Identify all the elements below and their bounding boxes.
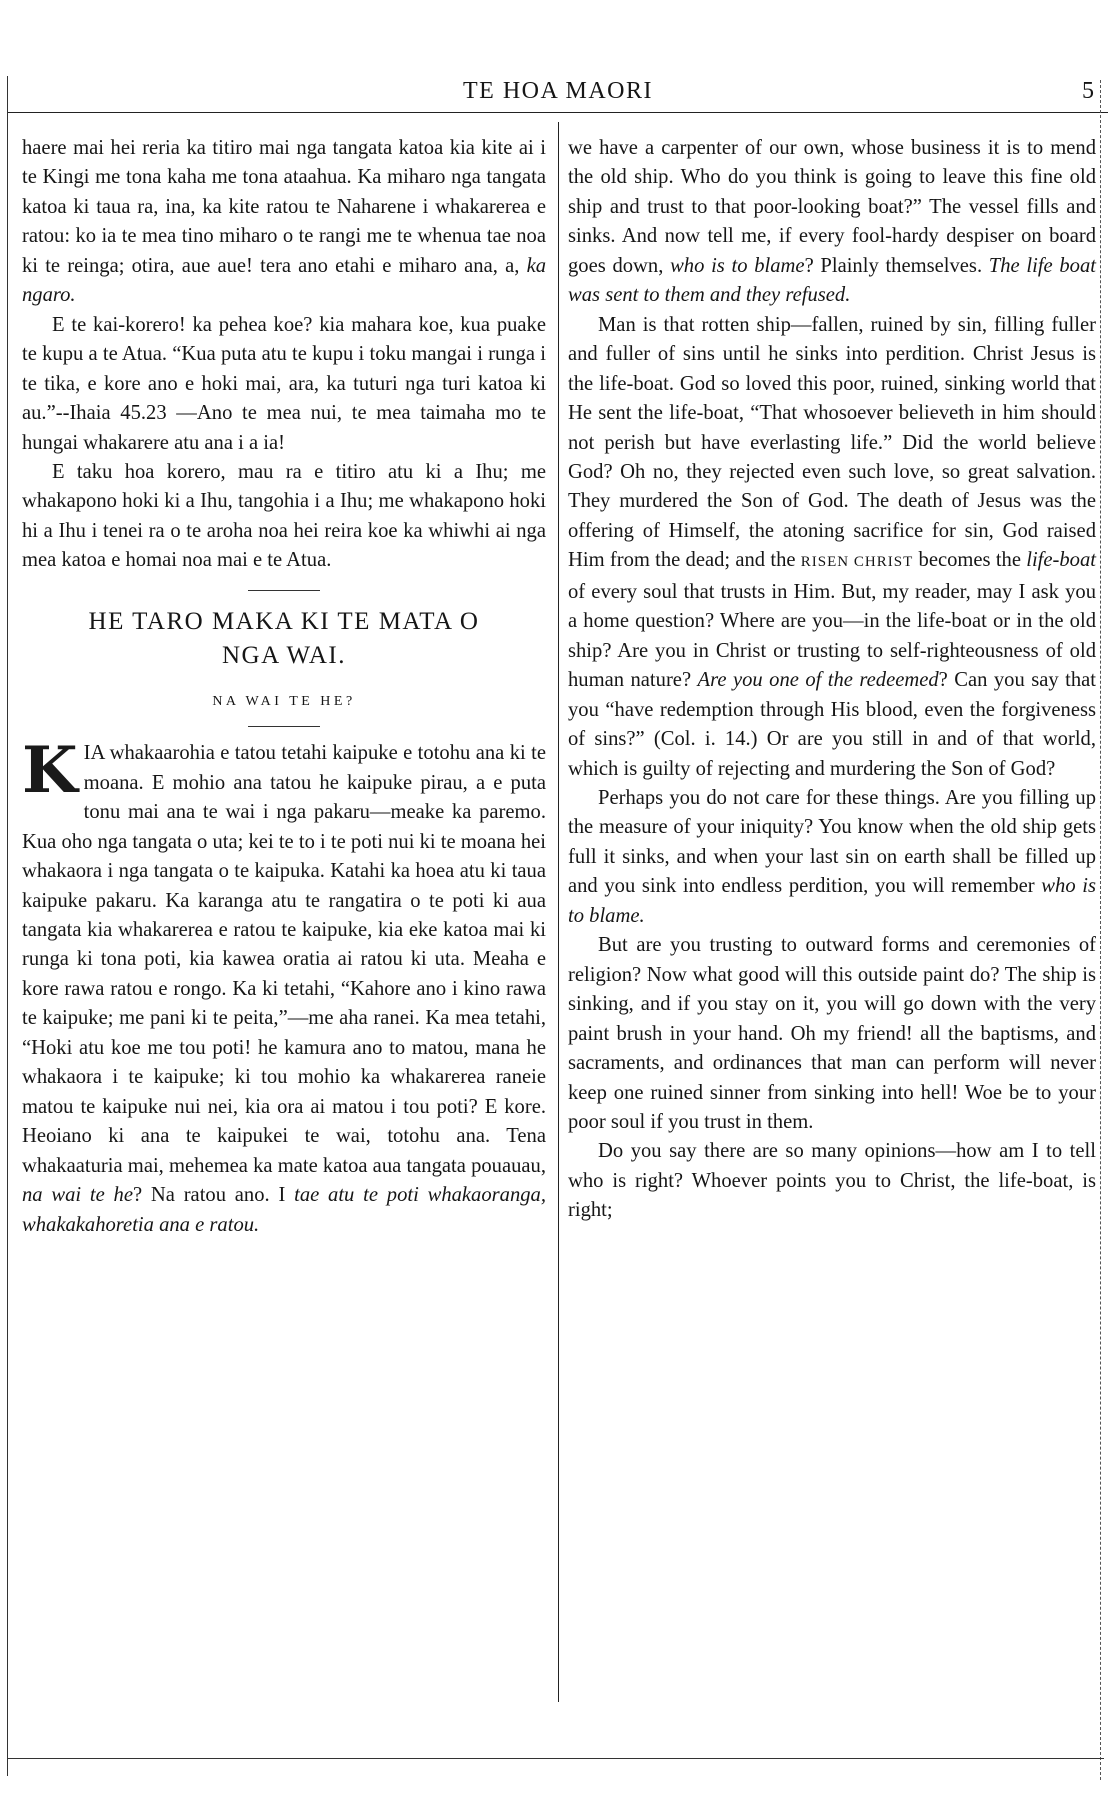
heading-line-1: HE TARO MAKA KI TE MATA O [88, 607, 480, 635]
left-p1-italic: ka ngaro. [22, 254, 546, 307]
left-p4-italic-1: na wai te he [22, 1184, 133, 1207]
page-header [8, 72, 1108, 116]
left-paragraph-4 [22, 733, 546, 1240]
left-p1-text: haere mai hei reria ka titiro mai nga tangata katoa kia kite ai i te Kingi me tona kaha me tona ataahua. Ka miharo nga tangata katoa ki taua ra, ina, ka kite ratou te Naharene i whakarerea e ratou: ko ia te mea tino miharo o te rangi me te whenua tae noa ki te reinga; otira, aue aue! tera ano etahi e miharo ana, a, [22, 137, 546, 277]
publication-title: TE HOA MAORI [463, 78, 653, 104]
right-p1-text-a: we have a carpenter of our own, whose business it is to mend the old ship. Who do you think is going to leave this fine old ship and trust to that poor-looking boat?” The vessel fills and sinks. And now tell me, if every fool-hardy despiser on board goes down, [568, 137, 1096, 277]
page-number: 5 [1082, 78, 1094, 104]
header-rule [8, 112, 1108, 113]
left-paragraph-1 [22, 134, 546, 311]
left-paragraph-2: E te kai-korero! ka pehea koe? kia mahara koe, kua puake te kupu a te Atua. “Kua puta atu te kupu i toku mangai i runga i te tika, e kore ano e hoki mai, ara, ka tuturi nga turi katoa ki au.”--Ihaia 45.23 —Ano te mea nui, te mea taimaha mo te hungai whakarere atu ana i a ia! [22, 313, 546, 454]
right-p2-italic-2: Are you one of the redeemed [697, 669, 939, 692]
right-paragraph-1 [568, 134, 1096, 311]
left-p4-italic-2: tae atu te poti whakaoranga, whakakahoretia ana e ratou. [22, 1184, 546, 1236]
right-p2-italic-1: life-boat [1026, 549, 1096, 572]
section-divider [248, 590, 320, 591]
left-border [7, 76, 8, 1776]
right-column [568, 134, 1096, 1226]
column-divider [558, 122, 559, 1702]
left-p4-text: IA whakaarohia e tatou tetahi kaipuke e totohu ana ki te moana. E mohio ana tatou he kaipuke pirau, a e puta tonu mai ana te wai i nga pakaru—meake ka paremo. Kua oho nga tangata o uta; kei te to i te poti nui ki te moana hei whakaora i nga tangata o te kaipuka. Katahi ka hoea atu ki taua kaipuke pakaru. Ka karanga atu te rangatira o te poti ki aua tangata kia whakarerea e ratou te kaipuke, kia eke katoa mai ki runga ki tona poti, kia kawea oratia ai ratou ki uta. Meaha e kore rawa ratou e rongo. Ka ki tetahi, “Kahore ano i kino rawa te kaipuke; me pani ki te peita,”—me aha ranei. Ka mea tetahi, “Hoki atu koe me tou poti! he kamura ano to matou, mana he whakaora i te kaipuke; ki tou mohio ka whakarerea raneie matou te kaipuke nui nei, kia ora ai matou i tou poti? E kore. Heoiano ki ana te kaipukei te wai, totohu ana. Tena whakaaturia mai, mehemea ka mate katoa aua tangata pouauau, [22, 742, 546, 1177]
drop-cap: K [22, 733, 78, 809]
left-paragraph-3: E taku hoa korero, mau ra e titiro atu ki a Ihu; me whakapono hoki ki a Ihu, tangohia i a Ihu; me whakapono hoki hi a Ihu i tenei ra o te aroha noa hei reira koe ka whiwhi ai nga mea katoa e homai noa mai e te Atua. [22, 460, 546, 572]
right-p1-italic-1: who is to blame [670, 254, 805, 277]
bottom-rule [8, 1758, 1104, 1759]
left-p4-mid: ? Na ratou ano. I [132, 1184, 295, 1207]
right-p2-text-d: ? Can you say that you “have redemption through His blood, even the forgiveness of sins?” (Col. i. 14.) Or are you still in and of that world, which is guilty of rejecting and murdering the Son of God? [568, 669, 1096, 780]
right-p2-text-a: Man is that rotten ship—fallen, ruined by sin, filling fuller and fuller of sins until he sinks into perdition. Christ Jesus is the life-boat. God so loved this poor, ruined, sinking world that He sent the life-boat, “That whosoever believeth in him should not perish but have everlasting life.” Did the world believe God? Oh no, they rejected even such love, so great salvation. They murdered the Son of God. The death of Jesus was the offering of Himself, the atoning sacrifice for sin, God raised Him from the dead; and the [568, 313, 1096, 572]
right-border [1100, 80, 1101, 1780]
right-paragraph-2 [568, 311, 1096, 784]
right-p2-text-c: of every soul that trusts in Him. But, my reader, may I ask you a home question? Where are you—in the life-boat or in the old ship? Are you in Christ or trusting to self-righteousness of old human nature? [568, 580, 1096, 692]
right-p3-italic: who is to blame. [568, 875, 1096, 927]
right-p2-text-b: becomes the [913, 549, 1027, 572]
left-column [22, 134, 546, 1240]
right-paragraph-3 [568, 784, 1096, 931]
right-p1-text-b: ? Plainly themselves. [804, 254, 989, 277]
section-heading [38, 605, 530, 673]
right-paragraph-5: Do you say there are so many opinions—how am I to tell who is right? Whoever points you to Christ, the life-boat, is right; [568, 1140, 1096, 1222]
heading-line-2: NGA WAI. [221, 641, 347, 669]
right-p3-text: Perhaps you do not care for these things. Are you filling up the measure of your iniquity? You know when the old ship gets full it sinks, and when your last sin on earth shall be filled up and you sink into endless perdition, you will remember [568, 786, 1096, 898]
section-subheading: NA WAI TE HE? [212, 693, 356, 709]
right-p1-italic-2: The life boat was sent to them and they refused. [568, 254, 1096, 307]
right-p2-smallcaps: RISEN CHRIST [800, 554, 914, 571]
subheading-divider [248, 726, 320, 727]
right-paragraph-4: But are you trusting to outward forms and ceremonies of religion? Now what good will this outside paint do? The ship is sinking, and if you stay on it, you will go down with the very paint brush in your hand. Oh my friend! all the baptisms, and sacraments, and ordinances that man can perform will never keep one ruined sinner from sinking into hell! Woe be to your poor soul if you trust in them. [568, 934, 1096, 1133]
